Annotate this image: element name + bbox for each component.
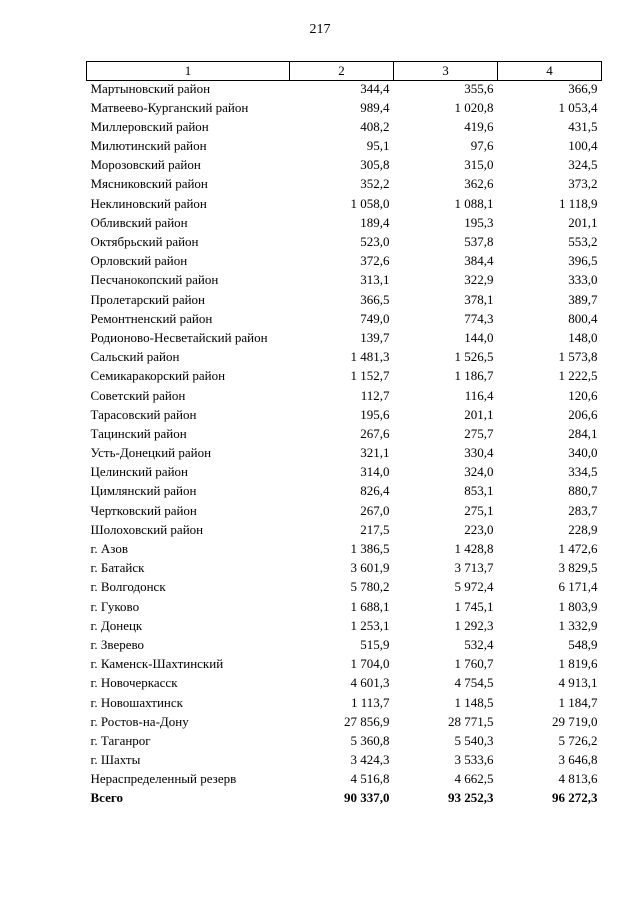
table-row [87,445,602,464]
row-value: 548,9 [568,636,598,652]
row-label: г. Таганрог [90,732,151,748]
table-row [87,157,602,176]
row-value: 333,0 [568,272,598,288]
table-row [87,81,602,100]
table-row [87,618,602,637]
row-value: 880,7 [568,483,598,499]
row-value: 275,7 [464,425,494,441]
row-value: 3 829,5 [558,560,598,576]
table-row [87,579,602,598]
row-value: 206,6 [568,406,598,422]
row-value: 223,0 [464,521,494,537]
table-row [87,234,602,253]
row-value: 5 972,4 [454,579,494,595]
row-value: 5 540,3 [454,732,494,748]
table-row [87,464,602,483]
row-label: Чертковский район [90,502,197,518]
table-row [87,100,602,119]
table-row [87,368,602,387]
row-label: Усть-Донецкий район [90,445,212,461]
row-value: 1 148,5 [454,694,494,710]
row-value: 1 292,3 [454,617,494,633]
row-value: 201,1 [464,406,494,422]
row-value: 1 253,1 [350,617,390,633]
row-value: 5 726,2 [558,732,598,748]
row-value: 139,7 [360,329,390,345]
total-row [87,790,602,809]
row-value: 419,6 [464,118,494,134]
row-label: г. Зверево [90,636,145,652]
row-value: 3 713,7 [454,560,494,576]
row-value: 27 856,9 [344,713,390,729]
row-value: 315,0 [464,157,494,173]
table-row [87,656,602,675]
row-label: г. Батайск [90,560,145,576]
row-value: 217,5 [360,521,390,537]
table-row [87,752,602,771]
row-value: 4 754,5 [454,675,494,691]
total-value: 93 252,3 [448,790,494,806]
row-label: г. Волгодонск [90,579,166,595]
row-value: 1 760,7 [454,656,494,672]
row-value: 362,6 [464,176,494,192]
row-value: 389,7 [568,291,598,307]
row-value: 314,0 [360,464,390,480]
row-value: 1 118,9 [558,195,598,211]
row-value: 1 113,7 [350,694,390,710]
row-value: 6 171,4 [558,579,598,595]
row-label: г. Донецк [90,617,143,633]
table-row [87,253,602,272]
row-value: 378,1 [464,291,494,307]
row-value: 1 184,7 [558,694,598,710]
table-row [87,215,602,234]
budget-table [86,61,602,810]
table-row [87,388,602,407]
row-label: г. Ростов-на-Дону [90,713,189,729]
row-value: 1 152,7 [350,368,390,384]
row-value: 95,1 [366,138,390,154]
row-value: 144,0 [464,329,494,345]
row-value: 275,1 [464,502,494,518]
row-value: 1 222,5 [558,368,598,384]
table-row [87,426,602,445]
row-value: 1 386,5 [350,541,390,556]
row-value: 305,8 [360,157,390,173]
row-value: 366,5 [360,291,390,307]
row-value: 515,9 [360,636,390,652]
row-label: Обливский район [90,214,188,230]
row-label: Целинский район [90,464,188,480]
row-value: 29 719,0 [552,713,598,729]
row-value: 201,1 [568,214,598,230]
row-value: 853,1 [464,483,494,499]
row-value: 322,9 [464,272,494,288]
row-value: 1 332,9 [558,617,598,633]
row-value: 97,6 [470,138,494,154]
table-row [87,541,602,560]
row-label: Родионово-Несветайский район [90,329,268,345]
row-value: 324,0 [464,464,494,480]
row-value: 1 745,1 [454,598,494,614]
total-label: Всего [90,790,123,806]
table-row [87,272,602,291]
row-value: 355,6 [464,81,494,96]
table-row [87,637,602,656]
row-value: 100,4 [568,138,598,154]
table-row [87,138,602,157]
row-value: 1 053,4 [558,99,598,115]
row-value: 553,2 [568,234,598,249]
column-header: 4 [498,62,602,81]
row-value: 800,4 [568,310,598,326]
row-value: 284,1 [568,425,598,441]
row-label: Октябрьский район [90,234,199,249]
row-value: 749,0 [360,310,390,326]
row-label: г. Азов [90,541,128,556]
row-label: Мясниковский район [90,176,208,192]
row-value: 408,2 [360,118,390,134]
row-value: 4 601,3 [350,675,390,691]
table-row [87,522,602,541]
row-value: 532,4 [464,636,494,652]
row-value: 344,4 [360,81,390,96]
table-row [87,349,602,368]
row-value: 4 662,5 [454,771,494,787]
row-value: 384,4 [464,253,494,269]
row-label: Матвеево-Курганский район [90,99,249,115]
row-value: 3 601,9 [350,560,390,576]
row-value: 324,5 [568,157,598,173]
row-value: 1 573,8 [558,349,598,365]
table-row [87,196,602,215]
row-label: Неклиновский район [90,195,207,211]
row-label: г. Новошахтинск [90,694,183,710]
page-number: 217 [309,22,331,37]
row-value: 189,4 [360,214,390,230]
row-value: 373,2 [568,176,598,192]
row-value: 1 428,8 [454,541,494,556]
row-value: 228,9 [568,521,598,537]
row-value: 1 020,8 [454,99,494,115]
row-label: Семикаракорский район [90,368,226,384]
row-value: 3 646,8 [558,752,598,768]
row-value: 283,7 [568,502,598,518]
table-row [87,292,602,311]
row-label: Тацинский район [90,425,187,441]
row-label: Сальский район [90,349,180,365]
table-row [87,560,602,579]
row-value: 28 771,5 [448,713,494,729]
row-value: 267,0 [360,502,390,518]
row-value: 267,6 [360,425,390,441]
row-label: г. Новочеркасск [90,675,178,691]
row-value: 352,2 [360,176,390,192]
table-row [87,311,602,330]
row-label: Песчанокопский район [90,272,219,288]
row-label: Мартыновский район [90,81,211,96]
table-row [87,714,602,733]
column-header: 2 [290,62,394,81]
column-header: 1 [87,62,290,81]
row-label: Тарасовский район [90,406,197,422]
row-value: 5 360,8 [350,732,390,748]
table-row [87,695,602,714]
row-label: Ремонтненский район [90,310,213,326]
row-value: 396,5 [568,253,598,269]
row-label: г. Каменск-Шахтинский [90,656,224,672]
row-label: Орловский район [90,253,188,269]
row-value: 330,4 [464,445,494,461]
row-label: Нераспределенный резерв [90,771,237,787]
row-value: 120,6 [568,387,598,403]
table-row [87,599,602,618]
row-value: 321,1 [360,445,390,461]
row-label: Милютинский район [90,138,207,154]
table-row [87,176,602,195]
row-value: 313,1 [360,272,390,288]
row-label: Морозовский район [90,157,201,173]
row-label: Миллеровский район [90,118,209,134]
table-row [87,503,602,522]
row-value: 195,3 [464,214,494,230]
row-value: 1 526,5 [454,349,494,365]
row-value: 4 516,8 [350,771,390,787]
row-value: 1 186,7 [454,368,494,384]
row-value: 1 472,6 [558,541,598,556]
row-value: 366,9 [568,81,598,96]
row-value: 112,7 [360,387,390,403]
row-label: Пролетарский район [90,291,206,307]
row-value: 116,4 [464,387,494,403]
row-value: 1 688,1 [350,598,390,614]
table-header [87,62,602,81]
table-row [87,330,602,349]
row-value: 1 704,0 [350,656,390,672]
row-value: 431,5 [568,118,598,134]
table-body [87,81,602,810]
row-value: 1 803,9 [558,598,598,614]
row-value: 1 058,0 [350,195,390,211]
row-value: 826,4 [360,483,390,499]
row-value: 1 819,6 [558,656,598,672]
row-value: 4 813,6 [558,771,598,787]
row-label: г. Гуково [90,598,140,614]
table-row [87,483,602,502]
row-value: 5 780,2 [350,579,390,595]
row-value: 4 913,1 [558,675,598,691]
table-row [87,407,602,426]
row-value: 195,6 [360,406,390,422]
column-header: 3 [394,62,498,81]
row-value: 989,4 [360,99,390,115]
row-value: 148,0 [568,329,598,345]
total-value: 90 337,0 [344,790,390,806]
table-row [87,119,602,138]
table-row [87,771,602,790]
row-label: г. Шахты [90,752,141,768]
row-value: 523,0 [360,234,390,249]
row-value: 1 088,1 [454,195,494,211]
table-row [87,733,602,752]
total-value: 96 272,3 [552,790,598,806]
row-value: 3 533,6 [454,752,494,768]
row-value: 537,8 [464,234,494,249]
row-value: 774,3 [464,310,494,326]
table-row [87,675,602,694]
row-label: Цимлянский район [90,483,197,499]
row-value: 3 424,3 [350,752,390,768]
row-label: Советский район [90,387,186,403]
row-value: 334,5 [568,464,598,480]
row-value: 1 481,3 [350,349,390,365]
row-label: Шолоховский район [90,521,204,537]
row-value: 340,0 [568,445,598,461]
row-value: 372,6 [360,253,390,269]
